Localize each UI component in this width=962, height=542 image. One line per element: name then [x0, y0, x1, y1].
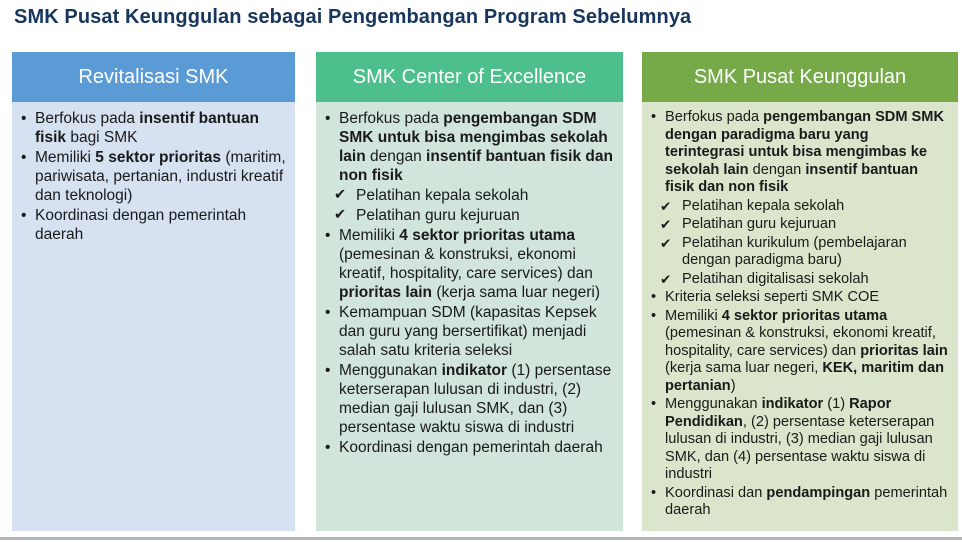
- bullet-icon: •: [21, 207, 27, 224]
- item-text: Kriteria seleksi seperti SMK COE: [665, 289, 880, 305]
- item-text: Menggunakan indikator (1) Rapor Pendidikan, (2) persentase keterserapan lulusan di industri, (3) median gaji lulusan SMK, dan (4) persentase waktu siswa di industri: [665, 396, 935, 482]
- check-icon: ✔: [660, 217, 672, 232]
- bullet-icon: •: [21, 149, 27, 166]
- column-body: [12, 102, 295, 531]
- bullet-item: [649, 289, 951, 307]
- check-item: [649, 216, 951, 234]
- check-item: [323, 206, 616, 225]
- item-text: Berfokus pada pengembangan SDM SMK untuk bisa mengimbas sekolah lain dengan insentif bantuan fisik dan non fisik: [339, 110, 613, 184]
- item-text: Memiliki 5 sektor prioritas (maritim, pariwisata, pertanian, industri kreatif dan teknologi): [35, 149, 286, 204]
- check-icon: ✔: [660, 198, 672, 214]
- item-text: Koordinasi dengan pemerintah daerah: [339, 439, 603, 456]
- check-icon: ✔: [660, 271, 672, 287]
- column-body: [316, 102, 623, 531]
- bullet-icon: •: [325, 439, 331, 456]
- item-text: Menggunakan indikator (1) persentase keterserapan lulusan di industri, (2) median gaji lulusan SMK, dan (3) persentase waktu siswa di industri: [339, 362, 612, 436]
- bullet-item: [19, 206, 288, 244]
- bullet-icon: •: [651, 484, 657, 501]
- bullet-item: [649, 109, 951, 197]
- check-item: [323, 186, 616, 205]
- bullet-item: [323, 438, 616, 457]
- item-text: Pelatihan guru kejuruan: [356, 207, 520, 224]
- item-text: Pelatihan guru kejuruan: [682, 216, 837, 232]
- item-text: Kemampuan SDM (kapasitas Kepsek dan guru yang bersertifikat) menjadi salah satu kriteria seleksi: [339, 304, 597, 359]
- check-icon: ✔: [660, 235, 672, 251]
- bullet-item: [649, 485, 951, 520]
- column-header: SMK Center of Excellence: [316, 52, 623, 102]
- bullet-icon: •: [21, 110, 27, 127]
- bullet-icon: •: [651, 289, 657, 305]
- item-text: Pelatihan kurikulum (pembelajaran dengan paradigma baru): [682, 234, 907, 268]
- bullet-item: [19, 148, 288, 205]
- check-icon: ✔: [334, 187, 346, 203]
- check-item: [649, 271, 951, 289]
- bullet-item: [649, 308, 951, 396]
- item-text: Koordinasi dan pendampingan pemerintah daerah: [665, 484, 948, 518]
- column-smk-center-of-excellence: [316, 52, 623, 531]
- bullet-icon: •: [651, 307, 657, 324]
- bullet-item: [323, 109, 616, 185]
- item-text: Pelatihan digitalisasi sekolah: [682, 270, 869, 287]
- bullet-item: [323, 226, 616, 302]
- bullet-item: [323, 303, 616, 360]
- check-item: [649, 198, 951, 216]
- column-body: [642, 102, 958, 531]
- page-title: SMK Pusat Keunggulan sebagai Pengembangan Program Sebelumnya: [14, 6, 692, 28]
- item-text: Berfokus pada pengembangan SDM SMK dengan paradigma baru yang terintegrasi untuk bisa mengimbas ke sekolah lain dengan insentif bantuan fisik dan non fisik: [665, 109, 944, 195]
- check-item: [649, 235, 951, 270]
- bullet-icon: •: [325, 304, 331, 321]
- item-text: Koordinasi dengan pemerintah daerah: [35, 207, 247, 243]
- item-text: Pelatihan kepala sekolah: [356, 187, 529, 204]
- bullet-item: [649, 396, 951, 484]
- item-text: Pelatihan kepala sekolah: [682, 197, 845, 214]
- item-text: Memiliki 4 sektor prioritas utama (pemesinan & konstruksi, ekonomi kreatif, hospitality, care services) dan prioritas lain (kerja sama luar negeri): [339, 227, 601, 301]
- column-header: Revitalisasi SMK: [12, 52, 295, 102]
- bullet-item: [19, 109, 288, 147]
- bullet-item: [323, 361, 616, 437]
- check-icon: ✔: [334, 207, 346, 223]
- footer-divider: [0, 537, 962, 540]
- item-text: Berfokus pada insentif bantuan fisik bagi SMK: [35, 110, 259, 146]
- bullet-icon: •: [651, 396, 657, 412]
- bullet-icon: •: [325, 362, 331, 379]
- column-smk-pusat-keunggulan: [642, 52, 958, 531]
- column-revitalisasi-smk: [12, 52, 295, 531]
- bullet-icon: •: [651, 109, 657, 125]
- column-header: SMK Pusat Keunggulan: [642, 52, 958, 102]
- item-text: Memiliki 4 sektor prioritas utama (pemesinan & konstruksi, ekonomi kreatif, hospitality, care services) dan prioritas lain (kerja sama luar negeri, KEK, maritim dan pertanian): [665, 307, 948, 394]
- bullet-icon: •: [325, 227, 331, 244]
- bullet-icon: •: [325, 110, 331, 127]
